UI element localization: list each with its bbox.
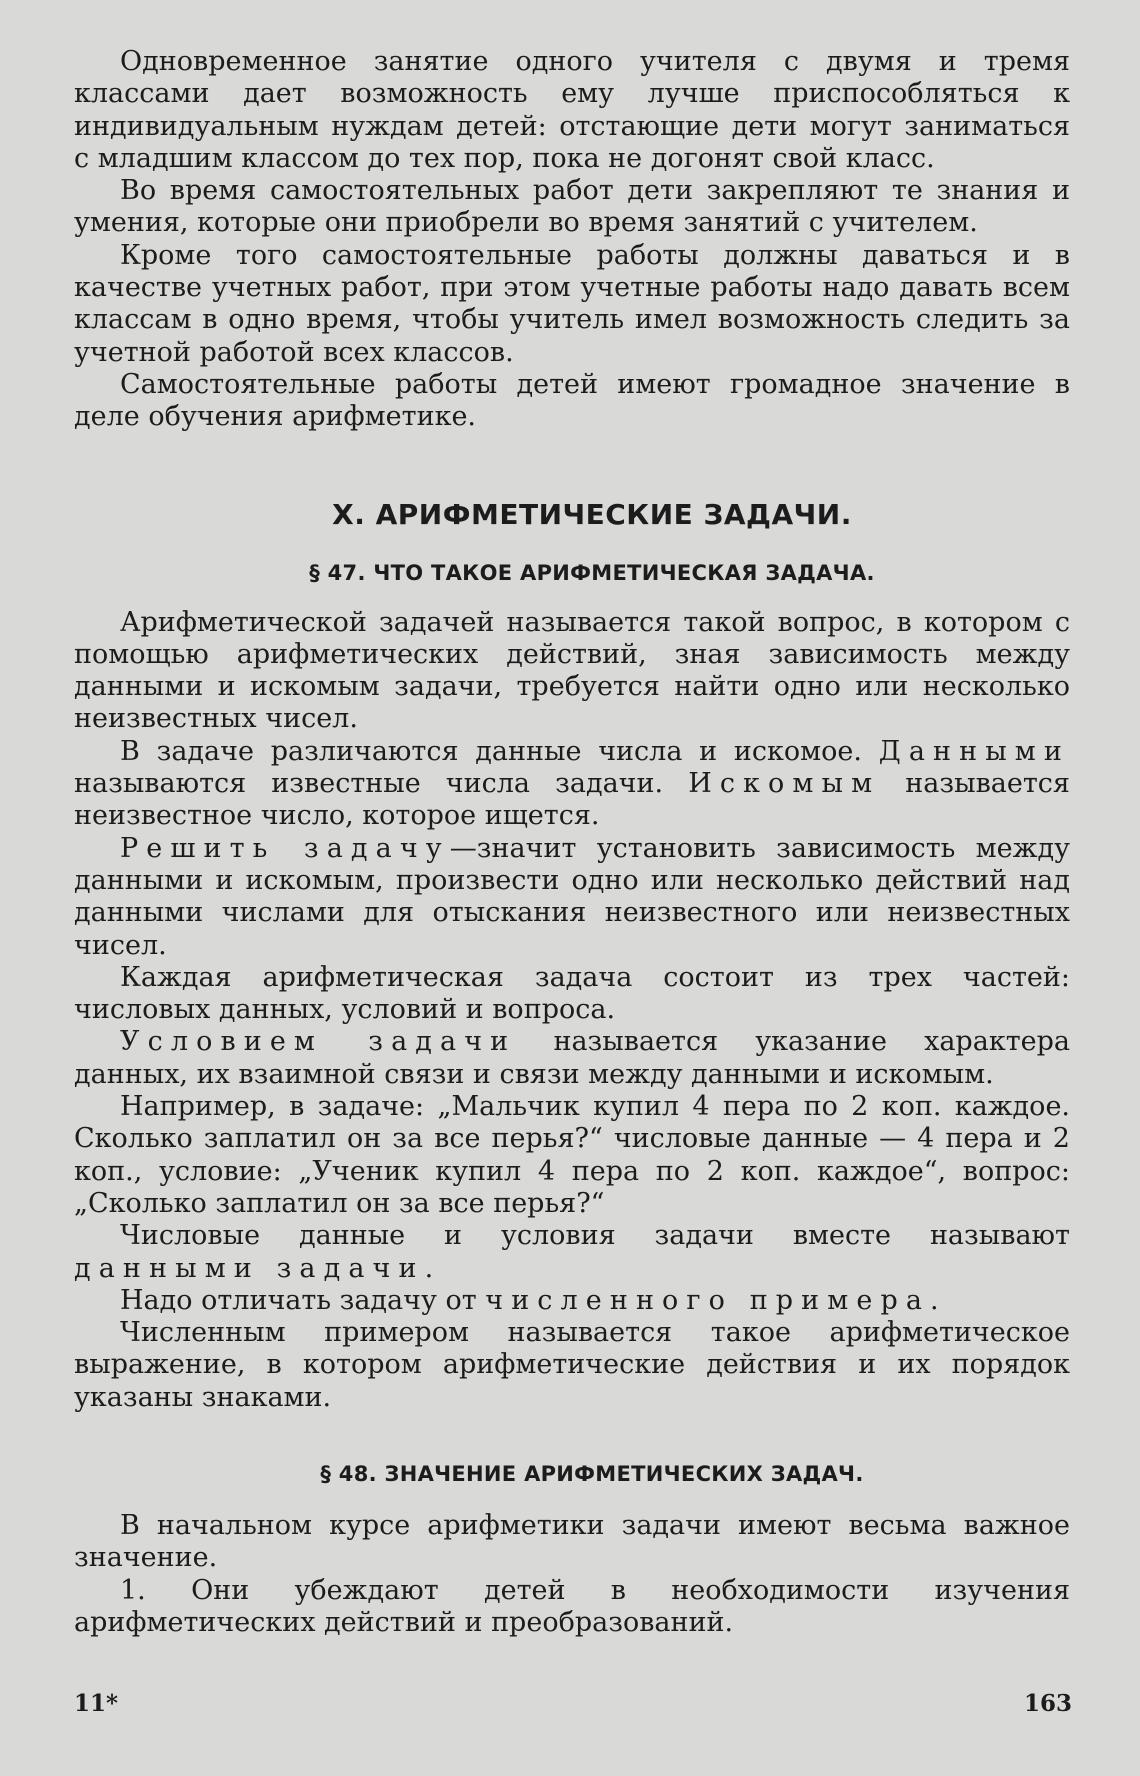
paragraph: Численным примером называется такое арифметическое выражение, в котором арифметические действия и их порядок указаны знаками.: [74, 1317, 1070, 1413]
chapter-title: X. АРИФМЕТИЧЕСКИЕ ЗАДАЧИ.: [332, 497, 852, 531]
paragraph: [74, 1220, 1070, 1285]
text-run: называется неизвестное число, которое ищется.: [74, 768, 1070, 832]
spaced-term: Данными: [878, 735, 1070, 767]
paragraph: Одновременное занятие одного учителя с двумя и тремя классами дает возможность ему лучше приспособляться к индивидуальным нуждам детей: отстающие дети могут заниматься с младшим классом до тех пор, пока не догонят свой класс.: [74, 46, 1070, 174]
paragraph: В начальном курсе арифметики задачи имеют весьма важное значение.: [74, 1509, 1070, 1574]
spaced-term: данными задачи.: [74, 1252, 442, 1284]
paragraph: Кроме того самостоятельные работы должны даваться и в качестве учетных работ, при этом учетные работы надо давать всем классам в одно время, чтобы учитель имел возможность следить за учетной работой всех классов.: [74, 239, 1070, 368]
text-run: называется указание характера данных, их взаимной связи и связи между данными и искомым.: [74, 1026, 1070, 1090]
text-run: В задаче различаются данные числа и искомое.: [120, 735, 862, 767]
section-48-title: § 48. ЗНАЧЕНИЕ АРИФМЕТИЧЕСКИХ ЗАДАЧ.: [320, 1461, 864, 1486]
spaced-term: численного примера.: [485, 1284, 947, 1316]
paragraph: [74, 736, 1070, 833]
paragraph: 1. Они убеждают детей в необходимости изучения арифметических действий и преобразований.: [74, 1574, 1070, 1638]
text-run: Надо отличать задачу от: [120, 1284, 477, 1316]
paragraph: Самостоятельные работы детей имеют громадное значение в деле обучения арифметике.: [74, 368, 1070, 433]
text-run: называются известные числа задачи.: [74, 768, 664, 800]
page-footer: [74, 1690, 1072, 1717]
paragraph: Например, в задаче: „Мальчик купил 4 пера по 2 коп. каждое. Сколько заплатил он за все перья?“ числовые данные — 4 пера и 2 коп., условие: „Ученик купил 4 пера по 2 коп. каждое“, вопрос: „Сколько заплатил он за все перья?“: [74, 1091, 1070, 1219]
paragraph: [74, 1026, 1070, 1091]
text-run: —значит установить зависимость между данными и искомым, произвести одно или несколько действий над данными числами для отыскания неизвестного или неизвестных чисел.: [74, 832, 1070, 961]
text-run: Числовые данные и условия задачи вместе называют: [120, 1220, 1070, 1252]
spaced-term: Условием задачи: [120, 1026, 517, 1058]
paragraph: [74, 833, 1070, 962]
paragraph: Каждая арифметическая задача состоит из трех частей: числовых данных, условий и вопроса.: [74, 961, 1070, 1026]
paragraph: Арифметической задачей называется такой вопрос, в котором с помощью арифметических действий, зная зависимость между данными и искомым задачи, требуется найти одно или несколько неизвестных чисел.: [74, 606, 1070, 735]
signature-mark: 11*: [74, 1690, 119, 1717]
paragraph: Во время самостоятельных работ дети закрепляют те знания и умения, которые они приобрели во время занятий с учителем.: [74, 175, 1070, 239]
spaced-term: Искомым: [688, 768, 881, 800]
section-47-title: § 47. ЧТО ТАКОЕ АРИФМЕТИЧЕСКАЯ ЗАДАЧА.: [309, 560, 875, 585]
spaced-term: Решить задачу: [120, 832, 450, 864]
paragraph: [74, 1285, 1070, 1317]
page-number: 163: [1023, 1690, 1072, 1717]
